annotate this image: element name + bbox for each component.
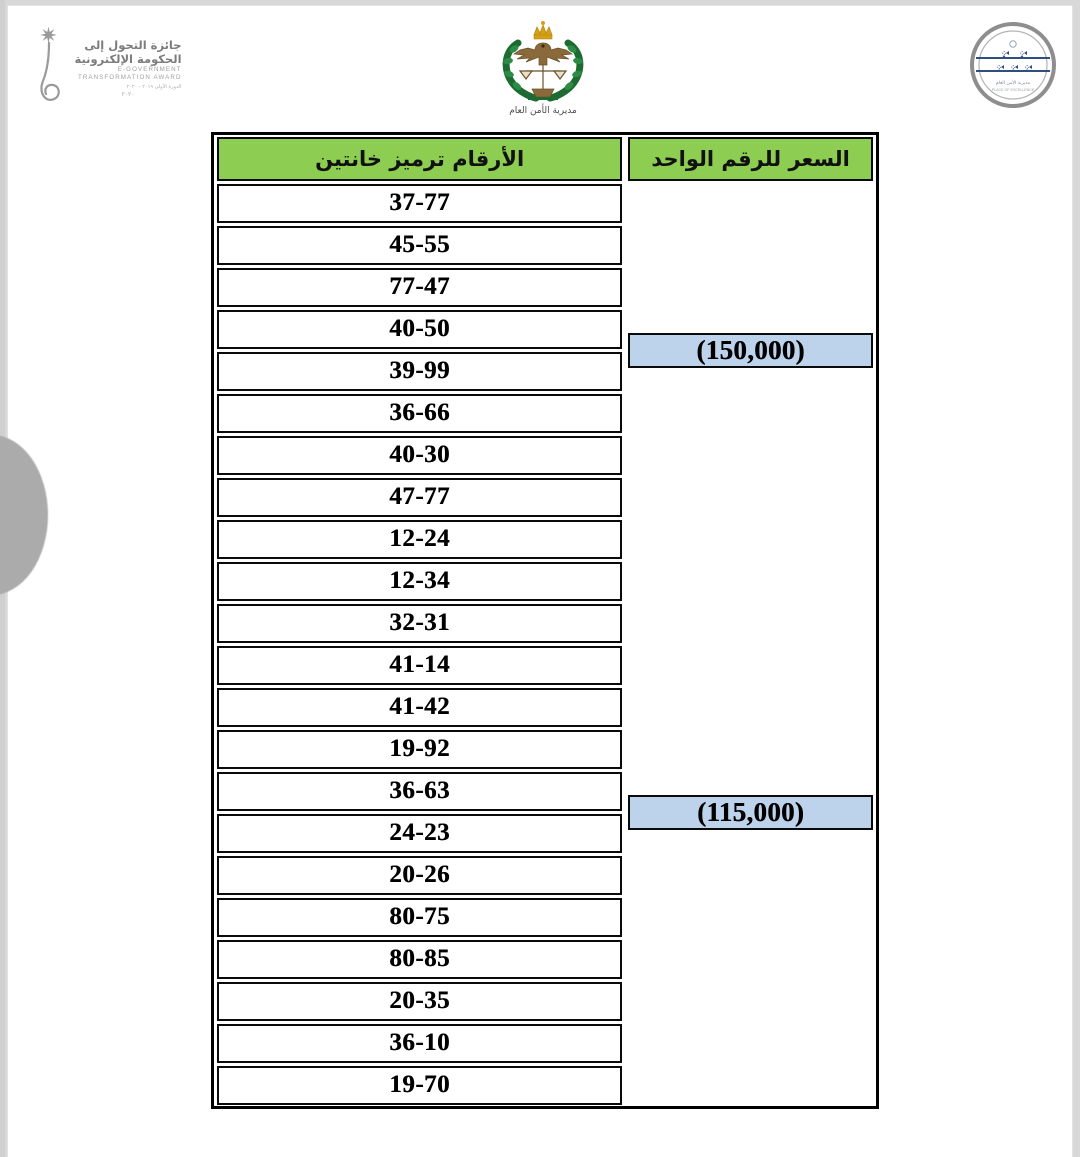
number-cell-box xyxy=(217,226,622,265)
number-cell-box xyxy=(217,478,622,517)
seal-icon xyxy=(970,22,1056,108)
crown-icon xyxy=(534,21,552,39)
price-cell xyxy=(625,182,876,518)
plate-number-value: 20-35 xyxy=(389,987,451,1014)
number-cell-box xyxy=(217,814,622,853)
plate-number-value: 47-77 xyxy=(389,483,451,510)
number-cell-box xyxy=(217,730,622,769)
column-header-price-label: السعر للرقم الواحد xyxy=(651,146,850,171)
emblem-icon xyxy=(484,19,602,105)
circular-seal-logo xyxy=(970,22,1056,108)
number-cell-box xyxy=(217,1024,622,1063)
number-cell-box xyxy=(217,772,622,811)
number-cell-box xyxy=(217,898,622,937)
svg-text:مديرية الأمن العام: مديرية الأمن العام xyxy=(995,81,1031,86)
number-cell-box xyxy=(217,268,622,307)
plate-number-value: 80-75 xyxy=(389,903,451,930)
price-cell-box xyxy=(628,333,873,368)
plate-number-value: 80-85 xyxy=(389,945,451,972)
number-cell-box xyxy=(217,436,622,475)
document-header-logos xyxy=(8,6,1072,126)
number-cell xyxy=(214,896,625,938)
number-cell-box xyxy=(217,352,622,391)
scales-icon xyxy=(520,65,566,89)
plate-number-value: 39-99 xyxy=(389,357,451,384)
price-cell xyxy=(625,518,876,1106)
plate-number-value: 36-66 xyxy=(389,399,451,426)
number-cell xyxy=(214,434,625,476)
plate-number-price-table xyxy=(211,132,879,1109)
table-row xyxy=(214,182,876,224)
table-row xyxy=(214,518,876,560)
number-cell xyxy=(214,392,625,434)
number-cell xyxy=(214,1064,625,1106)
plate-number-value: 36-10 xyxy=(389,1029,451,1056)
document-page xyxy=(8,6,1072,1157)
table-header-row xyxy=(214,135,876,182)
number-cell-box xyxy=(217,688,622,727)
award-year: ٢٠٢٠ xyxy=(121,90,135,98)
award-english-line-2: TRANSFORMATION AWARD xyxy=(77,73,182,81)
plate-number-value: 41-14 xyxy=(389,651,451,678)
header-cell-box xyxy=(217,137,622,181)
number-cell-box xyxy=(217,562,622,601)
column-header-numbers-label: الأرقام ترميز خانتين xyxy=(315,146,525,171)
number-cell xyxy=(214,854,625,896)
number-cell xyxy=(214,812,625,854)
svg-text:PLACE OF EXCELLENCE: PLACE OF EXCELLENCE xyxy=(991,88,1035,92)
plate-number-value: 40-50 xyxy=(389,315,451,342)
award-text-block xyxy=(74,38,181,99)
number-cell xyxy=(214,350,625,392)
number-cell-box xyxy=(217,520,622,559)
plate-number-value: 19-70 xyxy=(389,1071,451,1098)
column-header-price xyxy=(625,135,876,182)
number-cell-box xyxy=(217,646,622,685)
plate-number-value: 12-24 xyxy=(389,525,451,552)
swirl-icon xyxy=(32,41,66,107)
number-cell xyxy=(214,266,625,308)
plate-number-value: 40-30 xyxy=(389,441,451,468)
number-cell xyxy=(214,476,625,518)
column-header-numbers xyxy=(214,135,625,182)
number-cell-box xyxy=(217,184,622,223)
number-cell-box xyxy=(217,856,622,895)
plate-number-value: 12-34 xyxy=(389,567,451,594)
award-arabic-line-1: جائزة التحول إلى xyxy=(84,37,182,52)
plate-number-value: 36-63 xyxy=(389,777,451,804)
plate-number-value: 24-23 xyxy=(389,819,451,846)
award-subtitle: الدورة الأولى ٢٠١٩ - ٢٠٢٠ xyxy=(126,83,182,90)
plate-number-value: 20-26 xyxy=(389,861,451,888)
e-government-award-logo xyxy=(30,20,180,116)
award-english-line-1: E-GOVERNMENT xyxy=(117,65,182,73)
number-cell xyxy=(214,308,625,350)
number-cell-box xyxy=(217,940,622,979)
number-cell xyxy=(214,224,625,266)
number-cell-box xyxy=(217,310,622,349)
number-cell xyxy=(214,980,625,1022)
number-cell xyxy=(214,770,625,812)
price-cell-box xyxy=(628,795,873,830)
plate-number-value: 45-55 xyxy=(389,231,451,258)
number-cell-box xyxy=(217,1066,622,1105)
price-value: (115,000) xyxy=(697,796,805,827)
public-security-emblem xyxy=(473,14,613,120)
price-value: (150,000) xyxy=(696,334,805,365)
number-cell-box xyxy=(217,394,622,433)
number-cell xyxy=(214,602,625,644)
plate-number-value: 41-42 xyxy=(389,693,451,720)
number-cell xyxy=(214,1022,625,1064)
number-cell xyxy=(214,938,625,980)
eagle-icon xyxy=(514,43,572,65)
plate-number-value: 77-47 xyxy=(389,273,451,300)
number-cell xyxy=(214,182,625,224)
price-table-container xyxy=(211,132,879,1109)
number-cell-box xyxy=(217,604,622,643)
emblem-caption: مديرية الأمن العام xyxy=(509,105,577,116)
award-mark-icon xyxy=(28,25,70,111)
number-cell xyxy=(214,644,625,686)
award-arabic-line-2: الحكومة الإلكترونية xyxy=(74,51,182,66)
number-cell xyxy=(214,728,625,770)
number-cell xyxy=(214,560,625,602)
plate-number-value: 37-77 xyxy=(389,189,451,216)
plate-number-value: 32-31 xyxy=(389,609,451,636)
number-cell xyxy=(214,518,625,560)
number-cell-box xyxy=(217,982,622,1021)
header-cell-box xyxy=(628,137,873,181)
star-icon: ✷ xyxy=(39,23,58,48)
plate-number-value: 19-92 xyxy=(389,735,451,762)
number-cell xyxy=(214,686,625,728)
